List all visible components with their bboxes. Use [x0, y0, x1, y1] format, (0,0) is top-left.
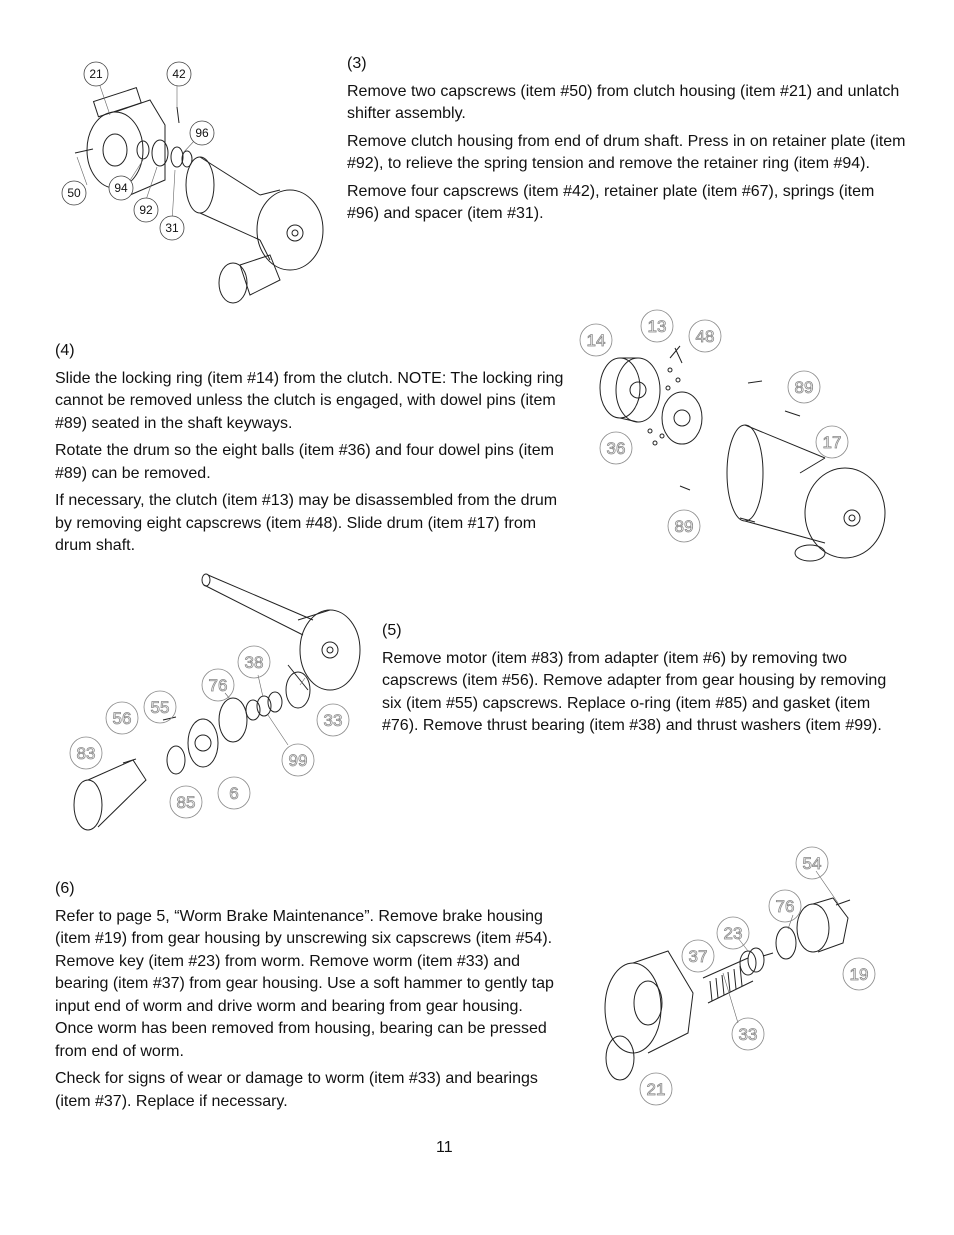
section-6-diagram	[598, 843, 898, 1113]
section-3-diagram	[55, 55, 335, 310]
section-5-diagram	[68, 565, 368, 835]
callout-33: 33	[323, 711, 343, 730]
callout-85: 85	[176, 793, 196, 812]
callout-89-bottom: 89	[674, 517, 694, 536]
callout-48: 48	[695, 327, 715, 346]
callout-38: 38	[244, 653, 264, 672]
section-6-step: (6)	[55, 880, 75, 897]
section-6-paragraph-1: Refer to page 5, “Worm Brake Maintenance”. Remove brake housing (item #19) from gear housing by unscrewing six capscrews (item #54). Remove key (item #23) from worm. Remove worm (item #33) and bearing (item #37) from gear housing. Use a soft hammer to gently tap input end of worm and drive worm and bearing from gear housing. Once worm has been removed from housing, bearing can be pressed from end of worm.	[55, 907, 554, 1060]
section-4-paragraph-1: Slide the locking ring (item #14) from the clutch. NOTE: The locking ring cannot be removed unless the clutch is engaged, with dowel pins (item #89) seated in the shaft keyways.	[55, 369, 564, 432]
section-6-text	[55, 878, 555, 1118]
callout-42: 42	[172, 67, 186, 81]
section-5-step: (5)	[382, 622, 402, 639]
callout-83: 83	[76, 744, 96, 763]
callout-23: 23	[723, 924, 743, 943]
callout-92: 92	[139, 203, 153, 217]
section-3-paragraph-2: Remove clutch housing from end of drum shaft. Press in on retainer plate (item #92), to relieve the spring tension and remove the retainer ring (item #94).	[347, 132, 906, 172]
callout-31: 31	[165, 221, 179, 235]
section-4-text	[55, 340, 565, 563]
callout-13: 13	[647, 317, 667, 336]
callout-54: 54	[802, 854, 822, 873]
section-4-step: (4)	[55, 342, 75, 359]
callout-50: 50	[67, 186, 81, 200]
callout-89-top: 89	[794, 378, 814, 397]
section-3-step: (3)	[347, 55, 367, 72]
callout-19: 19	[849, 965, 869, 984]
callout-56: 56	[112, 709, 132, 728]
section-3-text	[347, 53, 907, 231]
callout-33: 33	[738, 1025, 758, 1044]
section-3-paragraph-3: Remove four capscrews (item #42), retainer plate (item #67), springs (item #96) and spacer (item #31).	[347, 182, 875, 222]
callout-6: 6	[229, 784, 239, 803]
page-number: 11	[436, 1139, 453, 1156]
callout-99: 99	[288, 751, 308, 770]
section-4-paragraph-2: Rotate the drum so the eight balls (item #36) and four dowel pins (item #89) can be removed.	[55, 442, 554, 482]
callout-76: 76	[208, 676, 228, 695]
callout-14: 14	[586, 331, 606, 350]
section-4-diagram	[586, 308, 900, 560]
callout-17: 17	[822, 433, 842, 452]
section-5-paragraph-1: Remove motor (item #83) from adapter (item #6) by removing two capscrews (item #56). Remove adapter from gear housing by removing six (item #55) capscrews. Replace o-ring (item #85) and gasket (item #76). Remove thrust bearing (item #38) and thrust washers (item #99).	[382, 649, 887, 734]
section-5-text	[382, 620, 902, 743]
callout-37: 37	[688, 947, 708, 966]
callout-55: 55	[150, 698, 170, 717]
section-4-paragraph-3: If necessary, the clutch (item #13) may be disassembled from the drum by removing eight capscrews (item #48). Slide drum (item #17) from drum shaft.	[55, 492, 558, 554]
callout-94: 94	[114, 181, 128, 195]
callout-21: 21	[646, 1080, 666, 1099]
callout-76: 76	[775, 897, 795, 916]
callout-21: 21	[89, 67, 103, 81]
callout-36: 36	[606, 439, 626, 458]
callout-96: 96	[195, 126, 209, 140]
section-6-paragraph-2: Check for signs of wear or damage to worm (item #33) and bearings (item #37). Replace if necessary.	[55, 1070, 538, 1110]
section-3-paragraph-1: Remove two capscrews (item #50) from clutch housing (item #21) and unlatch shifter assembly.	[347, 82, 900, 122]
